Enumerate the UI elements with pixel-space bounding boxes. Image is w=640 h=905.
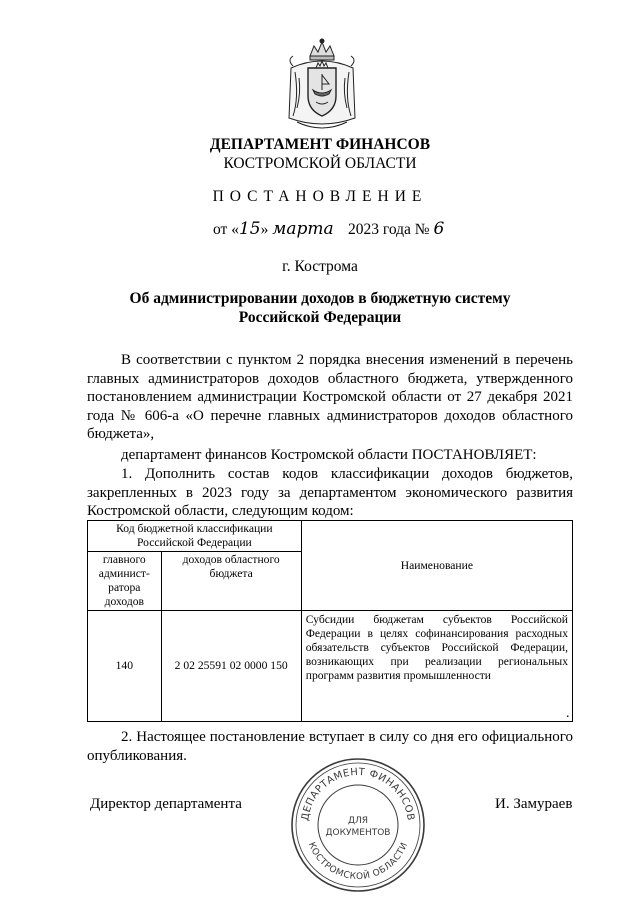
official-stamp [288, 755, 428, 895]
document-date-line [213, 219, 444, 239]
header-name-cell: Наименование [301, 521, 572, 611]
admin-code-cell: 140 [88, 611, 162, 722]
coat-of-arms-emblem [283, 38, 361, 132]
stamp-outer-text: ДЕПАРТАМЕНТ ФИНАНСОВ [300, 766, 416, 822]
header-admin-cell: главного админист-ратора доходов [88, 552, 162, 611]
paragraph-decree: департамент финансов Костромской области ПОСТАНОВЛЯЕТ: [121, 447, 537, 463]
date-month: марта [272, 219, 334, 239]
signatory-title: Директор департамента [90, 796, 242, 812]
signatory-name: И. Замураев [495, 796, 573, 812]
table-header-row [88, 521, 573, 552]
svg-text:ДЕПАРТАМЕНТ ФИНАНСОВ [300, 767, 416, 822]
stamp-center-line-1: ДЛЯ [347, 816, 369, 826]
date-mid: » [260, 221, 273, 238]
paragraph-item-1: 1. Дополнить состав кодов классификации доходов бюджетов, закрепленных в 2023 году за департаментом экономического развития Костромской области, следующим кодом: [87, 466, 573, 520]
stamp-bottom-text: КОСТРОМСКОЙ ОБЛАСТИ [305, 840, 411, 883]
subject-line-1: Об администрировании доходов в бюджетную систему [129, 290, 511, 307]
document-subject [0, 289, 640, 327]
svg-text:КОСТРОМСКОЙ ОБЛАСТИ [306, 841, 410, 882]
income-code-cell: 2 02 25591 02 0000 150 [161, 611, 301, 722]
date-prefix: от « [213, 221, 239, 238]
classification-codes-table [87, 520, 573, 722]
subject-line-2: Российской Федерации [238, 309, 402, 326]
document-number: 6 [433, 219, 445, 239]
department-name: ДЕПАРТАМЕНТ ФИНАНСОВ [209, 136, 431, 153]
paragraph-item-2: 2. Настоящее постановление вступает в силу со дня его официального опубликования. [87, 729, 573, 764]
income-name-cell: Субсидии бюджетам субъектов Российской Федерации в целях софинансирования расходных обязательств субъектов Российской Федерации, возникающих при реализации региональных программ развития промышленности [301, 611, 572, 722]
department-region: КОСТРОМСКОЙ ОБЛАСТИ [223, 155, 417, 172]
header-group-cell: Код бюджетной классификации Российской Федерации [88, 521, 302, 552]
document-type: ПОСТАНОВЛЕНИЕ [212, 188, 428, 205]
stamp-center-line-2: ДОКУМЕНТОВ [325, 828, 391, 838]
table-row [88, 611, 573, 722]
header-income-cell: доходов областного бюджета [161, 552, 301, 611]
paragraph-preamble: В соответствии с пунктом 2 порядка внесения изменений в перечень главных администраторов доходов областного бюджета, утвержденного постановлением администрации Костромской области от 27 декабря 2021 года № 606-а «О перечне главных администраторов доходов областного бюджета», [87, 352, 573, 443]
date-day: 15 [238, 219, 261, 239]
city: г. Кострома [282, 258, 358, 275]
date-year: 2023 года № [347, 221, 430, 238]
table-trailing-mark: . [566, 706, 570, 721]
